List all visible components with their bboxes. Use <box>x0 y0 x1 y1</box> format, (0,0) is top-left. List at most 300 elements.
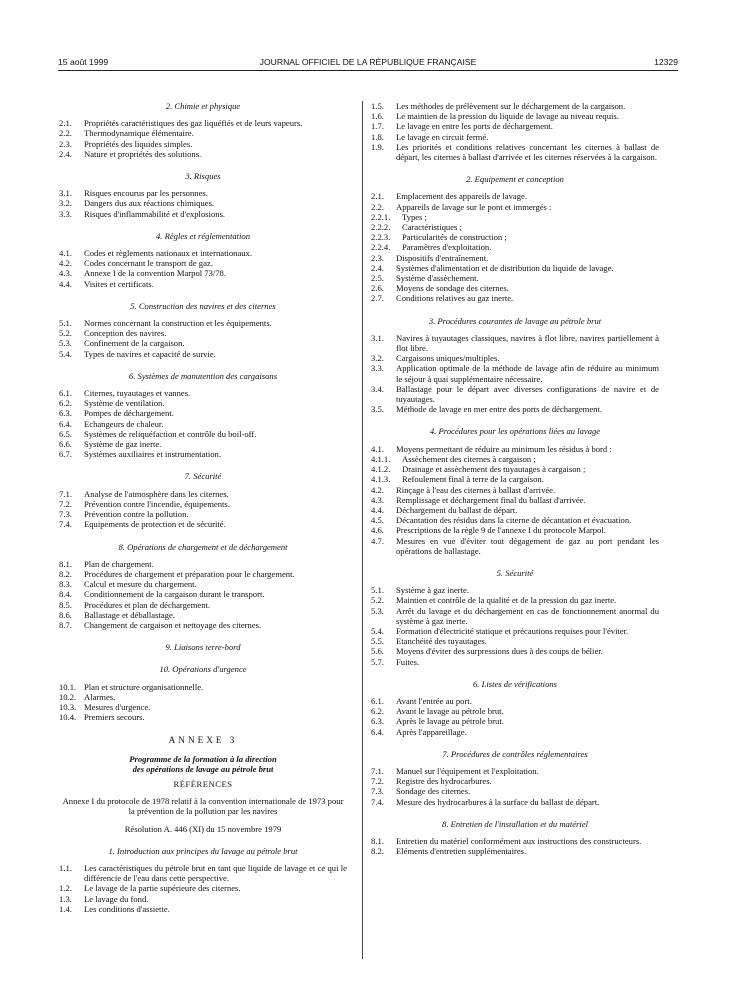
item-text: Application optimale de la méthode de lavage afin de réduire au minimum le séjour à quai supplémentaire nécessaire. <box>396 363 659 384</box>
list-item <box>371 121 659 131</box>
list-item <box>59 712 347 722</box>
item-number: 3.1. <box>371 332 384 343</box>
item-number: 8.2. <box>59 568 72 579</box>
item-number: 2.3. <box>59 138 72 149</box>
item-number: 4.6. <box>371 525 384 536</box>
item-number: 4.1.2. <box>371 464 391 475</box>
item-text: Moyens d'éviter des surpressions dues à des coups de bélier. <box>396 646 603 657</box>
section-title: 10. Opérations d'urgence <box>159 664 247 675</box>
introduction-section <box>59 846 347 914</box>
list-item <box>59 398 347 408</box>
list-item <box>371 404 659 414</box>
annex-subtitle <box>59 754 347 774</box>
list-item <box>371 595 659 605</box>
left-sections <box>59 101 347 722</box>
page-header <box>58 56 678 71</box>
item-number: 3.4. <box>371 383 384 394</box>
section-title: 3. Risques <box>185 171 221 182</box>
item-text: Ballastage et déballastage. <box>84 609 175 620</box>
section-title: 5. Construction des navires et des citernes <box>130 300 276 311</box>
item-number: 4.5. <box>371 515 384 526</box>
item-text: Manuel sur l'équipement et l'exploitation. <box>396 765 539 776</box>
item-text: Après le lavage au pétrole brut. <box>396 716 504 727</box>
item-number: 1.4. <box>59 903 72 914</box>
item-text: Les priorités et conditions relatives concernant les citernes à ballast de départ, les citernes à ballast d'arrivée et les citernes réservées à la cargaison. <box>396 141 659 163</box>
list-item <box>371 766 659 776</box>
item-text: Systèmes auxiliaires et instrumentation. <box>84 449 221 460</box>
item-text: Navires à tuyautages classiques, navires à flot libre, navires partiellement à flot libre. <box>396 332 659 354</box>
item-text: Système d'assèchement. <box>396 273 479 284</box>
list-item <box>59 188 347 198</box>
list-item <box>371 273 659 283</box>
page-number: 12329 <box>654 57 678 67</box>
item-text: Caractéristiques ; <box>402 222 462 233</box>
item-number: 3.3. <box>371 363 384 374</box>
item-number: 4.1. <box>59 248 72 259</box>
item-text: Premiers secours. <box>84 712 145 723</box>
list-item <box>371 191 659 201</box>
item-number: 5.1. <box>371 585 384 596</box>
list-item <box>59 904 347 914</box>
item-number: 2.7. <box>371 293 384 304</box>
item-number: 6.4. <box>59 418 72 429</box>
list-item <box>371 293 659 303</box>
journal-title: JOURNAL OFFICIEL DE LA RÉPUBLIQUE FRANÇAISE <box>259 57 477 67</box>
item-text: Confinement de la cargaison. <box>84 338 185 349</box>
list-item <box>371 776 659 786</box>
item-text: Formation d'électricité statique et précautions requises pour l'éviter. <box>396 625 629 636</box>
item-number: 4.4. <box>59 278 72 289</box>
item-text: Système de gaz inerte. <box>84 439 162 450</box>
list-item <box>371 515 659 525</box>
item-number: 2.2.2. <box>371 222 391 233</box>
item-text: Visites et certificats. <box>84 278 154 289</box>
item-text: Le lavage en circuit fermé. <box>396 131 489 142</box>
list-item <box>371 283 659 293</box>
item-text: Assèchement des citernes à cargaison ; <box>402 453 536 464</box>
item-text: Moyens de sondage des citernes. <box>396 283 509 294</box>
list-item <box>59 600 347 610</box>
item-number: 10.4. <box>59 712 77 723</box>
item-number: 1.7. <box>371 121 384 132</box>
left-column <box>59 101 347 914</box>
item-number: 3.3. <box>59 208 72 219</box>
list-item <box>371 716 659 726</box>
list-item <box>371 585 659 595</box>
item-number: 7.2. <box>371 776 384 787</box>
item-number: 4.7. <box>371 535 384 546</box>
item-text: Procédures de chargement et préparation pour le chargement. <box>84 568 295 579</box>
list-item <box>371 474 659 484</box>
list-item <box>371 696 659 706</box>
list-item <box>371 353 659 363</box>
list-item <box>371 132 659 142</box>
item-number: 10.1. <box>59 681 77 692</box>
item-text: Pompes de déchargement. <box>84 408 174 419</box>
item-number: 8.4. <box>59 589 72 600</box>
item-number: 6.7. <box>59 449 72 460</box>
list-item <box>59 118 347 128</box>
annex-subtitle-line: Programme de la formation à la direction <box>129 753 277 764</box>
item-text: Alarmes. <box>84 691 116 702</box>
item-text: Mesures d'urgence. <box>84 701 151 712</box>
item-number: 2.2.4. <box>371 242 391 253</box>
item-text: Risques encourus par les personnes. <box>84 188 208 199</box>
item-number: 2.2. <box>371 201 384 212</box>
list-item <box>59 589 347 599</box>
list-item <box>371 706 659 716</box>
item-number: 2.3. <box>371 252 384 263</box>
item-text: Le lavage du fond. <box>84 893 149 904</box>
list-item <box>59 489 347 499</box>
item-number: 2.6. <box>371 283 384 294</box>
item-text: Prescriptions de la règle 9 de l'annexe I du protocole Marpol. <box>396 525 606 536</box>
item-number: 5.1. <box>59 318 72 329</box>
list-item <box>59 449 347 459</box>
item-number: 5.6. <box>371 646 384 657</box>
list-item <box>59 702 347 712</box>
item-number: 6.1. <box>371 695 384 706</box>
item-text: Dispositifs d'entraînement. <box>396 252 489 263</box>
item-text: Déchargement du ballast de départ. <box>396 504 518 515</box>
item-text: Propriétés des liquides simples. <box>84 138 193 149</box>
item-number: 10.2. <box>59 691 77 702</box>
list-item <box>371 101 659 111</box>
item-text: Les caractéristiques du pétrole brut en tant que liquide de lavage et ce qui le différencie de l'eau dans cette perspective. <box>84 862 347 884</box>
item-text: Avant l'entrée au port. <box>396 695 472 706</box>
section-title: 4. Règles et réglementation <box>155 230 251 241</box>
item-text: Appareils de lavage sur le pont et immergés : <box>396 201 552 212</box>
issue-date: 15 août 1999 <box>58 57 109 67</box>
list-item <box>59 610 347 620</box>
item-text: Rinçage à l'eau des citernes à ballast d'arrivée. <box>396 484 556 495</box>
list-item <box>59 328 347 338</box>
list-item <box>59 883 347 893</box>
item-number: 6.3. <box>371 716 384 727</box>
item-number: 7.1. <box>371 765 384 776</box>
list-item <box>371 212 659 222</box>
right-sections <box>371 174 659 856</box>
list-item <box>59 559 347 569</box>
list-item <box>371 242 659 252</box>
item-text: Avant le lavage au pétrole brut. <box>396 706 504 717</box>
list-item <box>59 499 347 509</box>
item-number: 7.1. <box>59 488 72 499</box>
item-number: 2.4. <box>59 148 72 159</box>
item-number: 1.9. <box>371 141 384 152</box>
item-text: Remplissage et déchargement final du ballast d'arrivée. <box>396 494 586 505</box>
item-text: Citernes, tuyautages et vannes. <box>84 388 191 399</box>
item-text: Procédures et plan de déchargement. <box>84 599 211 610</box>
list-item <box>59 209 347 219</box>
intro-continuation <box>371 101 659 162</box>
list-item <box>59 569 347 579</box>
list-item <box>371 232 659 242</box>
resolution: Résolution A. 446 (XI) du 15 novembre 1979 <box>124 823 282 834</box>
list-item <box>371 444 659 454</box>
list-item <box>59 509 347 519</box>
item-number: 6.3. <box>59 408 72 419</box>
list-item <box>371 253 659 263</box>
list-item <box>371 333 659 353</box>
list-item <box>59 620 347 630</box>
item-text: Analyse de l'atmosphère dans les citernes. <box>84 488 229 499</box>
item-number: 7.3. <box>371 786 384 797</box>
list-item <box>59 419 347 429</box>
item-number: 4.4. <box>371 504 384 515</box>
item-number: 8.1. <box>371 835 384 846</box>
item-number: 8.5. <box>59 599 72 610</box>
item-text: Types ; <box>402 211 427 222</box>
item-text: Entretien du matériel conformément aux instructions des constructeurs. <box>396 835 642 846</box>
item-number: 2.1. <box>59 118 72 129</box>
item-number: 2.2.3. <box>371 232 391 243</box>
item-number: 7.4. <box>371 796 384 807</box>
list-item <box>59 149 347 159</box>
item-text: Types de navires et capacité de survie. <box>84 348 216 359</box>
list-item <box>59 388 347 398</box>
item-text: Prévention contre la pollution. <box>84 509 189 520</box>
list-item <box>59 579 347 589</box>
item-text: Codes concernant le transport de gaz. <box>84 258 213 269</box>
item-number: 4.1.1. <box>371 453 391 464</box>
section-title: 8. Opérations de chargement et de déchargement <box>118 541 288 552</box>
list-item <box>371 222 659 232</box>
references-heading: RÉFÉRENCES <box>173 778 233 789</box>
item-number: 1.1. <box>59 862 72 873</box>
item-number: 5.4. <box>59 348 72 359</box>
item-text: Le maintien de la pression du liquide de lavage au niveau requis. <box>396 111 619 122</box>
item-number: 3.1. <box>59 188 72 199</box>
item-text: Calcul et mesure du chargement. <box>84 579 197 590</box>
item-text: Système de ventilation. <box>84 398 165 409</box>
list-item <box>59 519 347 529</box>
list-item <box>59 349 347 359</box>
list-item <box>371 606 659 626</box>
item-text: Prévention contre l'incendie, équipements. <box>84 498 230 509</box>
item-number: 2.2.1. <box>371 211 391 222</box>
item-text: Particularités de construction ; <box>402 232 507 243</box>
item-text: Risques d'inflammabilité et d'explosions. <box>84 208 226 219</box>
item-number: 8.3. <box>59 579 72 590</box>
list-item <box>371 464 659 474</box>
list-item <box>371 797 659 807</box>
item-text: Décantation des résidus dans la citerne de décantation et évacuation. <box>396 515 632 526</box>
item-text: Les conditions d'assiette. <box>84 903 170 914</box>
list-item <box>59 439 347 449</box>
list-item <box>371 384 659 404</box>
list-item <box>371 646 659 656</box>
item-text: Le lavage de la partie supérieure des citernes. <box>84 883 241 894</box>
item-number: 2.5. <box>371 273 384 284</box>
annex-title: ANNEXE 3 <box>168 735 238 746</box>
item-text: Maintien et contrôle de la qualité et de la pression du gaz inerte. <box>396 595 617 606</box>
item-text: Plan de chargement. <box>84 558 154 569</box>
item-text: Conditions relatives au gaz inerte. <box>396 293 514 304</box>
item-text: Mesure des hydrocarbures à la surface du ballast de départ. <box>396 796 600 807</box>
list-item <box>59 279 347 289</box>
section-title: 6. Systèmes de manutention des cargaisons <box>128 370 278 381</box>
item-number: 5.4. <box>371 625 384 636</box>
item-text: Conditionnement de la cargaison durant le transport. <box>84 589 265 600</box>
list-item <box>59 139 347 149</box>
item-number: 10.3. <box>59 701 77 712</box>
item-number: 5.2. <box>371 595 384 606</box>
section-title: 7. Procédures de contrôles réglementaires <box>442 748 588 759</box>
list-item <box>59 692 347 702</box>
item-number: 6.2. <box>371 706 384 717</box>
item-text: Paramètres d'exploitation. <box>402 242 492 253</box>
list-item <box>371 727 659 737</box>
list-item <box>371 786 659 796</box>
item-number: 4.2. <box>59 258 72 269</box>
item-text: Méthode de lavage en mer entre des ports de déchargement. <box>396 404 603 415</box>
list-item <box>371 454 659 464</box>
section-title: 7. Sécurité <box>184 471 222 482</box>
list-item <box>59 863 347 883</box>
item-text: Après l'appareillage. <box>396 726 467 737</box>
item-number: 4.3. <box>371 494 384 505</box>
item-number: 3.5. <box>371 404 384 415</box>
item-number: 1.5. <box>371 101 384 111</box>
list-item <box>371 657 659 667</box>
list-item <box>371 363 659 383</box>
item-text: Système à gaz inerte. <box>396 585 470 596</box>
item-text: Nature et propriétés des solutions. <box>84 148 202 159</box>
item-text: Eléments d'entretien supplémentaires. <box>396 846 527 857</box>
list-item <box>371 495 659 505</box>
item-text: Etanchéité des tuyautages. <box>396 636 487 647</box>
item-text: Cargaisons uniques/multiples. <box>396 353 500 364</box>
section-title: 5. Sécurité <box>496 567 534 578</box>
item-number: 4.2. <box>371 484 384 495</box>
list-item <box>371 836 659 846</box>
item-number: 1.6. <box>371 111 384 122</box>
item-number: 5.5. <box>371 636 384 647</box>
section-title: 4. Procédures pour les opérations liées au lavage <box>429 426 601 437</box>
item-number: 7.2. <box>59 498 72 509</box>
list-item <box>371 142 659 162</box>
item-number: 6.1. <box>59 388 72 399</box>
item-number: 5.7. <box>371 656 384 667</box>
reference-text: Annexe I du protocole de 1978 relatif à la convention internationale de 1973 pour la prévention de la pollution par les navires <box>62 796 344 817</box>
list-item <box>371 536 659 556</box>
list-item <box>371 525 659 535</box>
section-title: 1. Introduction aux principes du lavage au pétrole brut <box>108 845 298 856</box>
annex-subtitle-line: des opérations de lavage au pétrole brut <box>132 763 274 774</box>
column-divider <box>362 101 363 959</box>
item-number: 4.1.3. <box>371 474 391 485</box>
item-text: Registre des hydrocarbures. <box>396 776 492 787</box>
item-number: 6.5. <box>59 428 72 439</box>
item-number: 3.2. <box>371 353 384 364</box>
list-item <box>59 128 347 138</box>
list-item <box>59 429 347 439</box>
list-item <box>59 894 347 904</box>
item-text: Systèmes d'alimentation et de distribution du liquide de lavage. <box>396 262 614 273</box>
item-text: Changement de cargaison et nettoyage des citernes. <box>84 619 262 630</box>
item-number: 2.2. <box>59 128 72 139</box>
list-item <box>371 111 659 121</box>
item-number: 5.3. <box>59 338 72 349</box>
list-item <box>371 636 659 646</box>
section-title: 6. Listes de vérifications <box>472 678 558 689</box>
list-item <box>59 682 347 692</box>
item-text: Thermodynamique élémentaire. <box>84 128 194 139</box>
item-number: 7.3. <box>59 509 72 520</box>
section-title: 3. Procédures courantes de lavage au pétrole brut <box>428 315 602 326</box>
item-text: Fuites. <box>396 656 420 667</box>
list-item <box>59 198 347 208</box>
item-text: Sondage des citernes. <box>396 786 471 797</box>
list-item <box>371 505 659 515</box>
list-item <box>59 268 347 278</box>
item-number: 5.2. <box>59 328 72 339</box>
item-number: 5.3. <box>371 605 384 616</box>
item-number: 1.8. <box>371 131 384 142</box>
item-number: 4.1. <box>371 443 384 454</box>
item-text: Equipements de protection et de sécurité. <box>84 519 226 530</box>
item-number: 6.4. <box>371 726 384 737</box>
item-text: Refoulement final à terre de la cargaison. <box>402 474 544 485</box>
section-title: 9. Liaisons terre-bord <box>165 642 241 653</box>
list-item <box>371 202 659 212</box>
item-text: Emplacement des appareils de lavage. <box>396 191 527 202</box>
item-text: Dangers dus aux réactions chimiques. <box>84 198 215 209</box>
section-title: 2. Equipement et conception <box>466 174 564 185</box>
list-item <box>59 408 347 418</box>
list-item <box>59 338 347 348</box>
item-text: Arrêt du lavage et du déchargement en cas de fonctionnement anormal du système à gaz inerte. <box>396 605 659 626</box>
item-text: Normes concernant la construction et les équipements. <box>84 318 272 329</box>
item-number: 8.1. <box>59 558 72 569</box>
item-number: 8.7. <box>59 619 72 630</box>
right-column <box>371 101 659 856</box>
item-number: 2.4. <box>371 262 384 273</box>
item-number: 3.2. <box>59 198 72 209</box>
item-number: 4.3. <box>59 268 72 279</box>
item-text: Propriétés caractéristiques des gaz liquéfiés et de leurs vapeurs. <box>84 118 303 129</box>
item-text: Drainage et assèchement des tuyautages à cargaison ; <box>402 464 586 475</box>
item-text: Ballastage pour le départ avec diverses configurations de navire et de tuyautages. <box>396 383 659 405</box>
item-number: 7.4. <box>59 519 72 530</box>
item-text: Codes et règlements nationaux et internationaux. <box>84 248 253 259</box>
list-item <box>371 626 659 636</box>
list-item <box>59 258 347 268</box>
item-text: Plan et structure organisationnelle. <box>84 681 204 692</box>
item-number: 1.3. <box>59 893 72 904</box>
list-item <box>59 248 347 258</box>
item-text: Conception des navires. <box>84 328 167 339</box>
item-number: 8.2. <box>371 846 384 857</box>
item-number: 6.2. <box>59 398 72 409</box>
list-item <box>59 318 347 328</box>
item-number: 1.2. <box>59 883 72 894</box>
item-text: Echangeurs de chaleur. <box>84 418 164 429</box>
item-number: 8.6. <box>59 609 72 620</box>
item-text: Moyens permettant de réduire au minimum les résidus à bord : <box>396 443 612 454</box>
list-item <box>371 846 659 856</box>
item-text: Annexe I de la convention Marpol 73/78. <box>84 268 226 279</box>
item-text: Les méthodes de prélèvement sur le déchargement de la cargaison. <box>396 101 626 111</box>
section-title: 8. Entretien de l'installation et du matériel <box>442 818 588 829</box>
item-text: Le lavage en entre les ports de déchargement. <box>396 121 553 132</box>
item-text: Mesures en vue d'éviter tout dégagement de gaz au port pendant les opérations de ballastage. <box>396 535 659 556</box>
item-text: Systèmes de reliquéfaction et contrôle du boil-off. <box>84 428 257 439</box>
section-title: 2. Chimie et physique <box>165 101 241 111</box>
item-number: 6.6. <box>59 439 72 450</box>
item-number: 2.1. <box>371 191 384 202</box>
